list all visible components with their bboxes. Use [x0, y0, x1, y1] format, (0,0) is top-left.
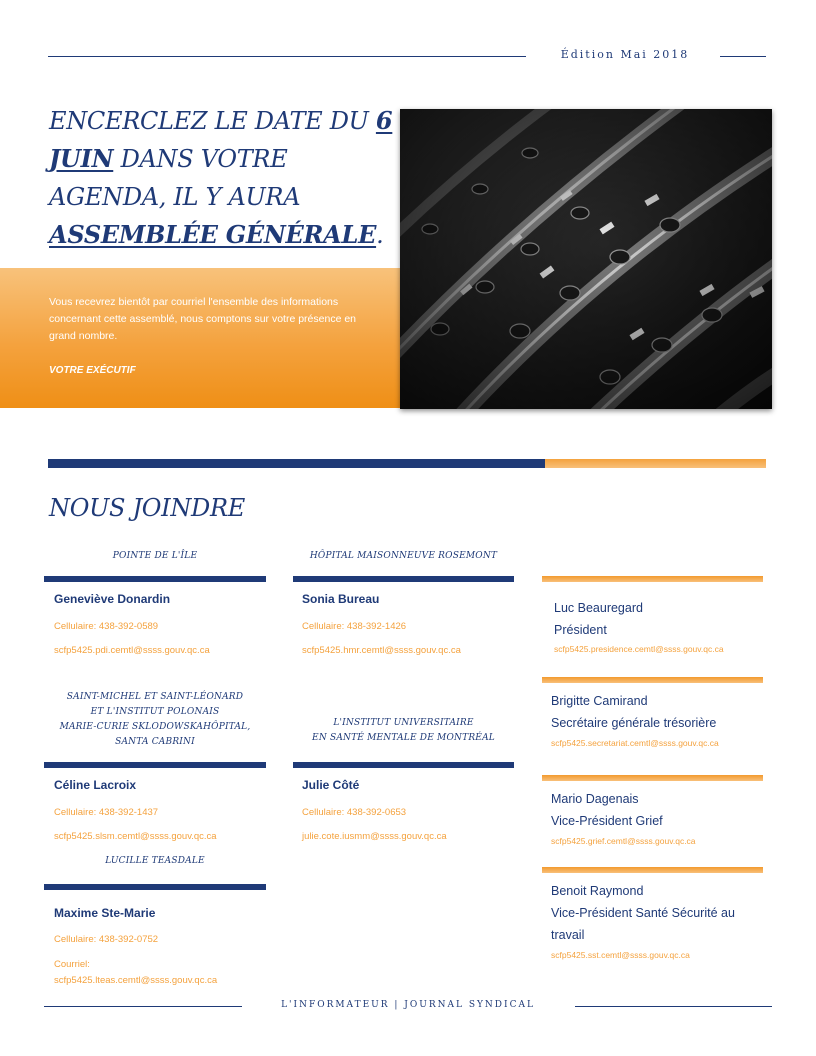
headline-end: .: [376, 221, 384, 249]
announcement-box: [0, 268, 400, 408]
executive-rule: [542, 775, 763, 781]
location-label-lucille-teasdale: LUCILLE TEASDALE: [105, 856, 205, 866]
assembly-hall-photo: [400, 109, 772, 409]
location-rule: [293, 762, 514, 768]
section-divider-orange: [545, 459, 766, 468]
executive-title: Vice-Président Santé Sécurité au travail: [551, 906, 735, 942]
announcement-signature: VOTRE EXÉCUTIF: [49, 365, 136, 376]
location-rule: [293, 576, 514, 582]
footer-text: L'INFORMATEUR | JOURNAL SYNDICAL: [281, 1000, 535, 1010]
footer-rule-left: [44, 1006, 242, 1007]
location-rule: [44, 762, 266, 768]
header-rule-right: [720, 56, 766, 57]
contact-name: Julie Côté: [302, 778, 360, 792]
headline-event: ASSEMBLÉE GÉNÉRALE: [49, 220, 377, 249]
contact-phone: Cellulaire: 438-392-0589: [54, 621, 159, 632]
executive-name: Benoit Raymond: [551, 884, 644, 898]
headline-part1: ENCERCLEZ LE DATE DU: [49, 107, 376, 135]
contact-phone: Cellulaire: 438-392-1437: [54, 807, 159, 818]
footer-rule-right: [575, 1006, 772, 1007]
contact-name: Sonia Bureau: [302, 592, 380, 606]
location-label-saint-michel: SAINT-MICHEL ET SAINT-LÉONARD ET L'INSTITUT POLONAIS MARIE-CURIE SKLODOWSKAHÔPITAL, SANTA CABRINI: [59, 692, 251, 747]
contact-email[interactable]: Courriel: scfp5425.lteas.cemtl@ssss.gouv.qc.ca: [54, 959, 218, 986]
executive-rule: [542, 576, 763, 582]
announcement-headline: [49, 102, 409, 254]
contact-email[interactable]: julie.cote.iusmm@ssss.gouv.qc.ca: [302, 831, 447, 842]
edition-label: Édition Mai 2018: [560, 48, 690, 61]
location-rule: [44, 576, 266, 582]
contact-name: Céline Lacroix: [54, 778, 137, 792]
contact-name: Geneviève Donardin: [54, 592, 171, 606]
contact-phone: Cellulaire: 438-392-0752: [54, 934, 159, 945]
executive-email[interactable]: scfp5425.sst.cemtl@ssss.gouv.qc.ca: [551, 950, 690, 960]
assembly-hall-image: [400, 109, 772, 409]
executive-name: Brigitte Camirand: [551, 694, 648, 708]
announcement-body: Vous recevrez bientôt par courriel l'ensemble des informations concernant cette assemblé, nous comptons sur votre présence en grand nombre.: [49, 296, 357, 342]
executive-email[interactable]: scfp5425.secretariat.cemtl@ssss.gouv.qc.ca: [551, 738, 719, 748]
contact-email[interactable]: scfp5425.slsm.cemtl@ssss.gouv.qc.ca: [54, 831, 217, 842]
executive-title: Secrétaire générale trésorière: [551, 716, 717, 730]
section-divider-blue: [48, 459, 545, 468]
contact-email[interactable]: scfp5425.pdi.cemtl@ssss.gouv.qc.ca: [54, 645, 210, 656]
executive-name: Luc Beauregard: [554, 601, 643, 615]
contact-phone: Cellulaire: 438-392-0653: [302, 807, 407, 818]
contact-email[interactable]: scfp5425.hmr.cemtl@ssss.gouv.qc.ca: [302, 645, 461, 656]
executive-rule: [542, 677, 763, 683]
headline-part2: DANS VOTRE AGENDA, IL Y AURA: [49, 145, 301, 211]
location-label-iusmm: L'INSTITUT UNIVERSITAIRE EN SANTÉ MENTALE DE MONTRÉAL: [312, 718, 495, 743]
executive-title: Vice-Président Grief: [551, 814, 663, 828]
executive-email[interactable]: scfp5425.grief.cemtl@ssss.gouv.qc.ca: [551, 836, 696, 846]
contact-section-title: NOUS JOINDRE: [49, 494, 245, 522]
executive-title: Président: [554, 623, 607, 637]
location-rule: [44, 884, 266, 890]
executive-rule: [542, 867, 763, 873]
location-label-hmr: HÔPITAL MAISONNEUVE ROSEMONT: [309, 551, 498, 561]
contact-name: Maxime Ste-Marie: [54, 906, 156, 920]
headline-date: 6 JUIN: [49, 106, 393, 173]
executive-email[interactable]: scfp5425.presidence.cemtl@ssss.gouv.qc.ca: [554, 644, 724, 654]
contact-phone: Cellulaire: 438-392-1426: [302, 621, 407, 632]
header-rule-left: [48, 56, 526, 57]
executive-name: Mario Dagenais: [551, 792, 639, 806]
location-label-pointe-ile: POINTE DE L'ÎLE: [112, 551, 198, 561]
